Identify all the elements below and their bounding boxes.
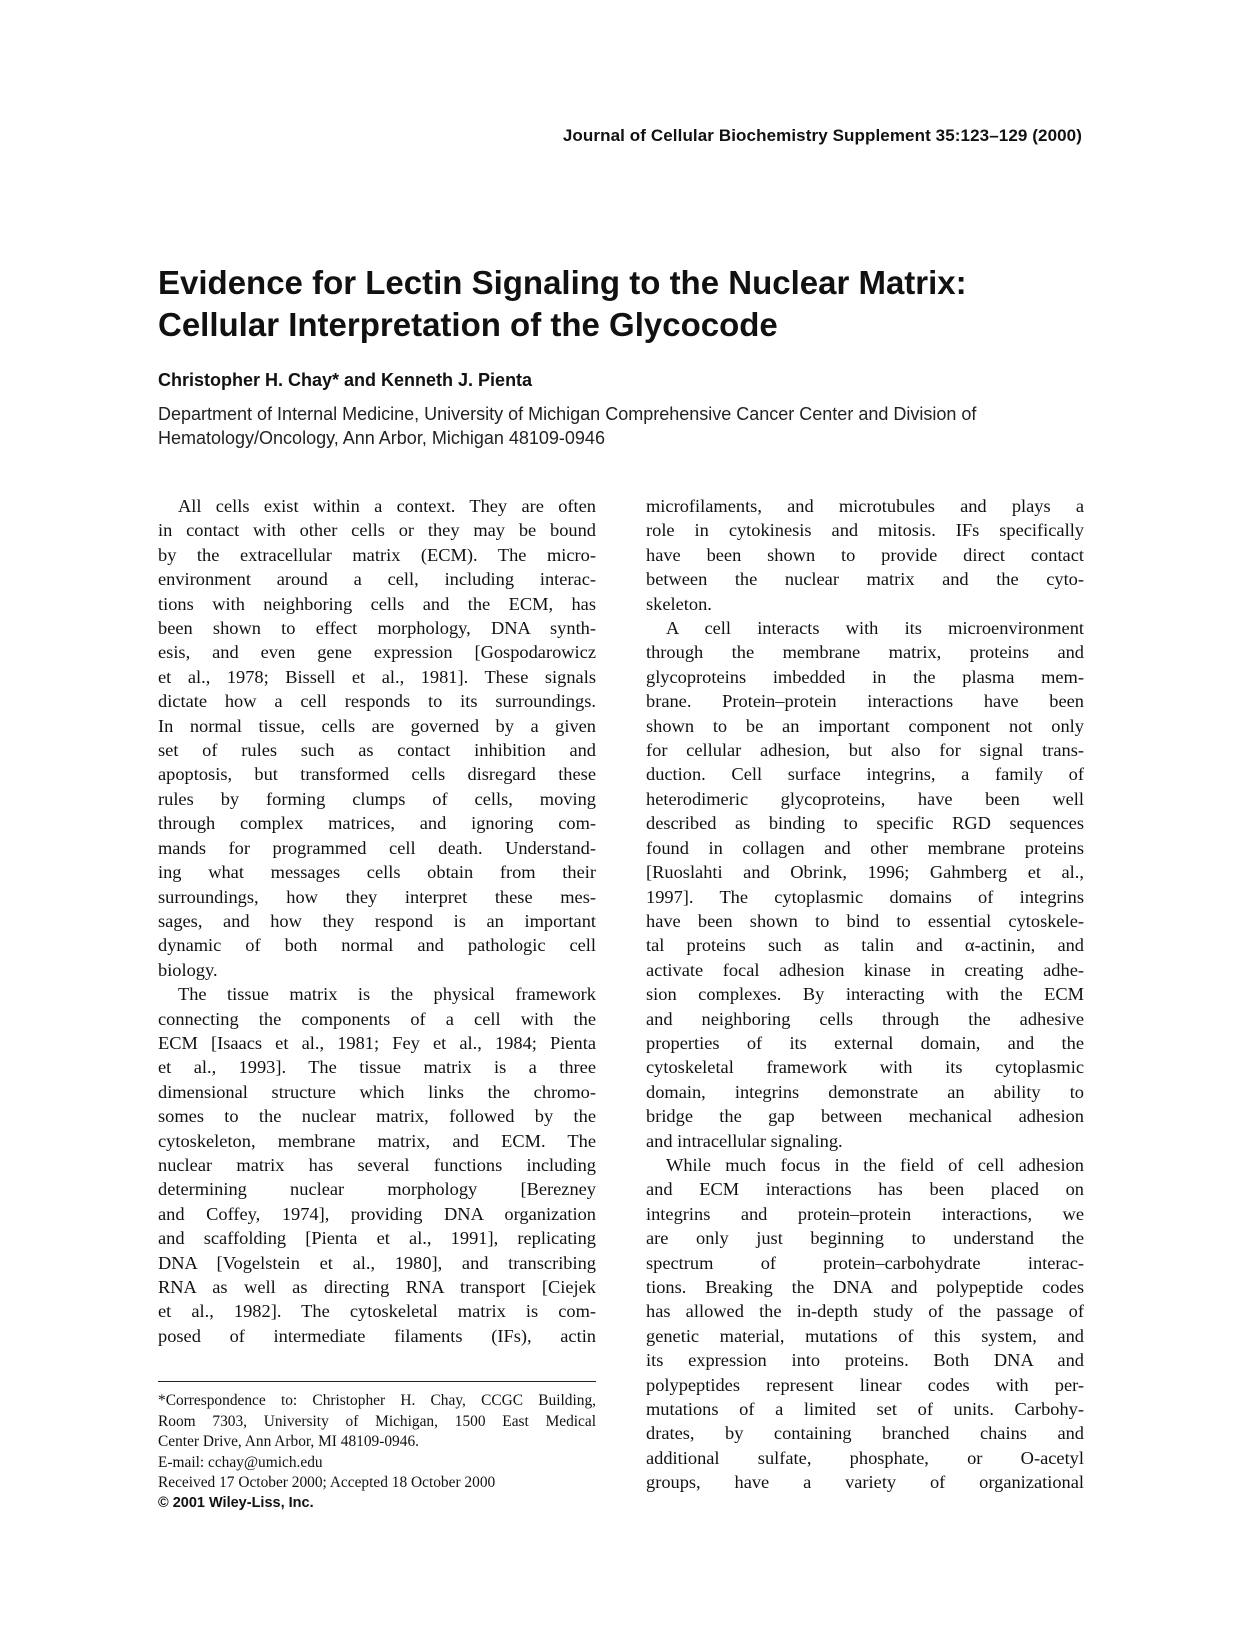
body-text-line: ECM [Isaacs et al., 1981; Fey et al., 1984; Pienta <box>158 1032 596 1053</box>
body-text-line: cytoskeletal framework with its cytoplasmic <box>646 1057 1084 1078</box>
body-text-line: sion complexes. By interacting with the ECM <box>646 984 1084 1005</box>
body-text-line: All cells exist within a context. They are often <box>178 496 596 516</box>
body-text-line: et al., 1978; Bissell et al., 1981]. These signals <box>158 666 596 687</box>
journal-header: Journal of Cellular Biochemistry Supplement 35:123–129 (2000) <box>562 126 1082 145</box>
body-text-line: The tissue matrix is the physical framework <box>178 984 596 1005</box>
body-text-line: rules by forming clumps of cells, moving <box>158 788 596 809</box>
body-text-line: determining nuclear morphology [Berezney <box>158 1179 596 1200</box>
body-text-line: polypeptides represent linear codes with per- <box>646 1374 1084 1395</box>
body-text-line: for cellular adhesion, but also for signal trans- <box>646 740 1084 761</box>
body-text-line: nuclear matrix has several functions including <box>158 1154 596 1175</box>
title-line: Cellular Interpretation of the Glycocode <box>158 306 778 343</box>
article-title <box>158 262 1098 346</box>
body-column-left <box>158 494 596 1348</box>
affiliation-line: Department of Internal Medicine, University of Michigan Comprehensive Cancer Center and Division of <box>158 404 977 424</box>
footnote-line: E-mail: cchay@umich.edu <box>158 1453 323 1471</box>
footnote-line: Room 7303, University of Michigan, 1500 East Medical <box>158 1412 596 1430</box>
body-text-line: dynamic of both normal and pathologic cell <box>158 935 596 956</box>
body-text-line: been shown to effect morphology, DNA synth- <box>158 618 596 639</box>
body-text-line: groups, have a variety of organizational <box>646 1472 1084 1493</box>
body-text-line: sages, and how they respond is an important <box>158 910 596 931</box>
body-text-line: duction. Cell surface integrins, a family of <box>646 764 1084 785</box>
body-text-line: microfilaments, and microtubules and plays a <box>646 496 1084 516</box>
body-text-line: between the nuclear matrix and the cyto- <box>646 569 1084 590</box>
body-text-line: set of rules such as contact inhibition and <box>158 740 596 761</box>
body-text-line: heterodimeric glycoproteins, have been well <box>646 788 1084 809</box>
body-column-right <box>646 494 1084 1495</box>
body-text-line: apoptosis, but transformed cells disregard these <box>158 764 596 785</box>
body-text-line: and scaffolding [Pienta et al., 1991], replicating <box>158 1228 596 1249</box>
body-text-line: role in cytokinesis and mitosis. IFs specifically <box>646 520 1084 541</box>
footnote-line: *Correspondence to: Christopher H. Chay, CCGC Building, <box>158 1392 596 1409</box>
body-text-line: [Ruoslahti and Obrink, 1996; Gahmberg et al., <box>646 862 1084 883</box>
body-text-line: activate focal adhesion kinase in creating adhe- <box>646 959 1084 980</box>
body-text-line: described as binding to specific RGD sequences <box>646 813 1084 834</box>
footnote-line: Received 17 October 2000; Accepted 18 October 2000 <box>158 1474 496 1492</box>
body-text-line: tions. Breaking the DNA and polypeptide codes <box>646 1277 1084 1297</box>
body-text-line: found in collagen and other membrane proteins <box>646 837 1084 858</box>
body-text-line: its expression into proteins. Both DNA and <box>646 1350 1084 1371</box>
body-text-line: in contact with other cells or they may be bound <box>158 520 596 541</box>
correspondence-footnote <box>158 1391 596 1494</box>
body-text-line: and neighboring cells through the adhesive <box>646 1008 1084 1029</box>
title-line: Evidence for Lectin Signaling to the Nuclear Matrix: <box>158 264 967 301</box>
article-authors: Christopher H. Chay* and Kenneth J. Pienta <box>158 370 533 390</box>
body-text-line: and intracellular signaling. <box>646 1130 843 1151</box>
copyright-notice: © 2001 Wiley-Liss, Inc. <box>158 1495 314 1511</box>
body-text-line: through complex matrices, and ignoring com- <box>158 813 596 834</box>
body-text-line: and Coffey, 1974], providing DNA organization <box>158 1203 596 1224</box>
body-text-line: drates, by containing branched chains and <box>646 1423 1084 1444</box>
affiliation-line: Hematology/Oncology, Ann Arbor, Michigan 48109-0946 <box>158 428 605 448</box>
body-text-line: RNA as well as directing RNA transport [Ciejek <box>158 1277 596 1297</box>
body-text-line: A cell interacts with its microenvironment <box>666 618 1084 639</box>
body-text-line: DNA [Vogelstein et al., 1980], and transcribing <box>158 1252 596 1273</box>
body-text-line: mutations of a limited set of units. Carbohy- <box>646 1399 1084 1420</box>
body-text-line: tal proteins such as talin and α-actinin, and <box>646 935 1084 956</box>
body-text-line: glycoproteins imbedded in the plasma mem- <box>646 666 1084 687</box>
body-text-line: brane. Protein–protein interactions have been <box>646 691 1084 712</box>
body-text-line: biology. <box>158 959 218 980</box>
body-text-line: properties of its external domain, and the <box>646 1032 1084 1053</box>
body-text-line: shown to be an important component not only <box>646 715 1084 736</box>
body-text-line: dictate how a cell responds to its surroundings. <box>158 691 596 712</box>
body-text-line: are only just beginning to understand the <box>646 1228 1084 1249</box>
body-text-line: have been shown to bind to essential cytoskele- <box>646 910 1084 931</box>
body-text-line: and ECM interactions has been placed on <box>646 1179 1084 1200</box>
body-text-line: integrins and protein–protein interactions, we <box>646 1203 1084 1224</box>
body-text-line: somes to the nuclear matrix, followed by the <box>158 1106 596 1127</box>
body-text-line: While much focus in the field of cell adhesion <box>666 1154 1084 1175</box>
footnote-divider <box>158 1381 596 1382</box>
body-text-line: dimensional structure which links the chromo- <box>158 1081 596 1102</box>
body-text-line: spectrum of protein–carbohydrate interac- <box>646 1252 1084 1273</box>
body-text-line: et al., 1982]. The cytoskeletal matrix is com- <box>158 1301 596 1322</box>
body-text-line: through the membrane matrix, proteins and <box>646 642 1084 663</box>
body-text-line: surroundings, how they interpret these mes- <box>158 886 596 907</box>
body-text-line: 1997]. The cytoplasmic domains of integrins <box>646 886 1084 907</box>
body-text-line: have been shown to provide direct contact <box>646 544 1084 565</box>
body-text-line: mands for programmed cell death. Understand- <box>158 837 596 858</box>
body-text-line: et al., 1993]. The tissue matrix is a three <box>158 1057 596 1078</box>
footnote-line: Center Drive, Ann Arbor, MI 48109-0946. <box>158 1433 419 1451</box>
body-text-line: environment around a cell, including interac- <box>158 569 596 590</box>
body-text-line: skeleton. <box>646 593 712 614</box>
body-text-line: esis, and even gene expression [Gospodarowicz <box>158 642 596 663</box>
body-text-line: posed of intermediate filaments (IFs), actin <box>158 1325 596 1346</box>
body-text-line: ing what messages cells obtain from their <box>158 862 596 883</box>
body-text-line: cytoskeleton, membrane matrix, and ECM. The <box>158 1130 596 1151</box>
body-text-line: has allowed the in-depth study of the passage of <box>646 1301 1084 1322</box>
author-affiliation <box>158 402 1088 450</box>
body-text-line: additional sulfate, phosphate, or O-acetyl <box>646 1447 1084 1468</box>
body-text-line: genetic material, mutations of this system, and <box>646 1325 1084 1346</box>
body-text-line: tions with neighboring cells and the ECM, has <box>158 593 596 614</box>
body-text-line: In normal tissue, cells are governed by a given <box>158 715 596 736</box>
body-text-line: domain, integrins demonstrate an ability to <box>646 1081 1084 1102</box>
body-text-line: bridge the gap between mechanical adhesion <box>646 1106 1084 1127</box>
body-text-line: by the extracellular matrix (ECM). The micro- <box>158 544 596 565</box>
body-text-line: connecting the components of a cell with the <box>158 1008 596 1029</box>
